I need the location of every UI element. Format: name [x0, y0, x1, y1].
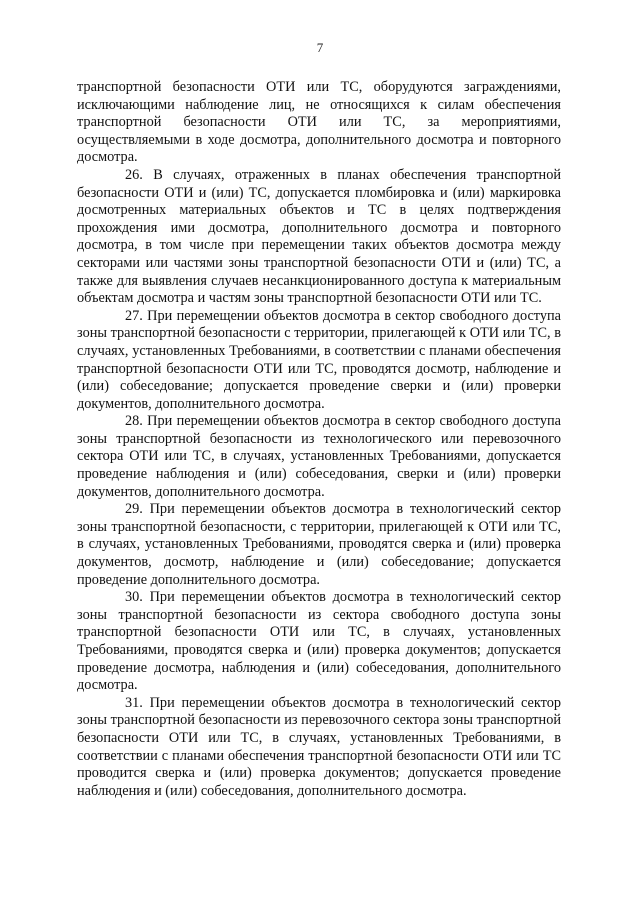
page-number: 7 [316, 40, 324, 55]
document-body [77, 79, 561, 800]
paragraph-27: 27. При перемещении объектов досмотра в сектор свободного доступа зоны транспортной безопасности с территории, прилегающей к ОТИ или ТС, в случаях, установленных Требованиями, в соответствии с планами обеспечения транспортной безопасности ОТИ или ТС, проводятся досмотр, наблюдение и (или) собеседование; допускается проведение сверки и (или) проверки документов, дополнительного досмотра. [77, 307, 561, 412]
paragraph-31: 31. При перемещении объектов досмотра в технологический сектор зоны транспортной безопасности из перевозочного сектора зоны транспортной безопасности ОТИ или ТС, в случаях, установленных Требованиями, в соответствии с планами обеспечения транспортной безопасности ОТИ или ТС проводится сверка и (или) проверка документов; допускается проведение наблюдения и (или) собеседования, дополнительного досмотра. [77, 694, 561, 799]
paragraph-30: 30. При перемещении объектов досмотра в технологический сектор зоны транспортной безопасности из сектора свободного доступа зоны транспортной безопасности ОТИ или ТС, в случаях, установленных Требованиями, проводятся сверка и (или) проверка документов; допускается проведение досмотра, наблюдения и (или) собеседования, дополнительного досмотра. [77, 589, 561, 694]
paragraph-continuation: транспортной безопасности ОТИ или ТС, оборудуются заграждениями, исключающими наблюдение лиц, не относящихся к силам обеспечения транспортной безопасности ОТИ или ТС, за мероприятиями, осуществляемыми в ходе досмотра, дополнительного досмотра и повторного досмотра. [77, 79, 561, 166]
paragraph-29: 29. При перемещении объектов досмотра в технологический сектор зоны транспортной безопасности, с территории, прилегающей к ОТИ или ТС, в случаях, установленных Требованиями, проводятся сверка и (или) проверка документов, досмотр, наблюдение и (или) собеседование; допускается проведение дополнительного досмотра. [77, 501, 561, 588]
paragraph-28: 28. При перемещении объектов досмотра в сектор свободного доступа зоны транспортной безопасности из технологического или перевозочного сектора ОТИ или ТС, в случаях, установленных Требованиями, допускается проведение наблюдения и (или) собеседования, сверки и (или) проверки документов, дополнительного досмотра. [77, 413, 561, 500]
paragraph-26: 26. В случаях, отраженных в планах обеспечения транспортной безопасности ОТИ и (или) ТС, допускается пломбировка и (или) маркировка досмотренных материальных объектов и ТС в целях подтверждения прохождения ими досмотра, дополнительного досмотра и повторного досмотра, в том числе при перемещении таких объектов досмотра между секторами или частями зоны транспортной безопасности ОТИ и (или) ТС, а также для выявления случаев несанкционированного доступа к материальным объектам досмотра и частям зоны транспортной безопасности ОТИ или ТС. [77, 166, 561, 307]
